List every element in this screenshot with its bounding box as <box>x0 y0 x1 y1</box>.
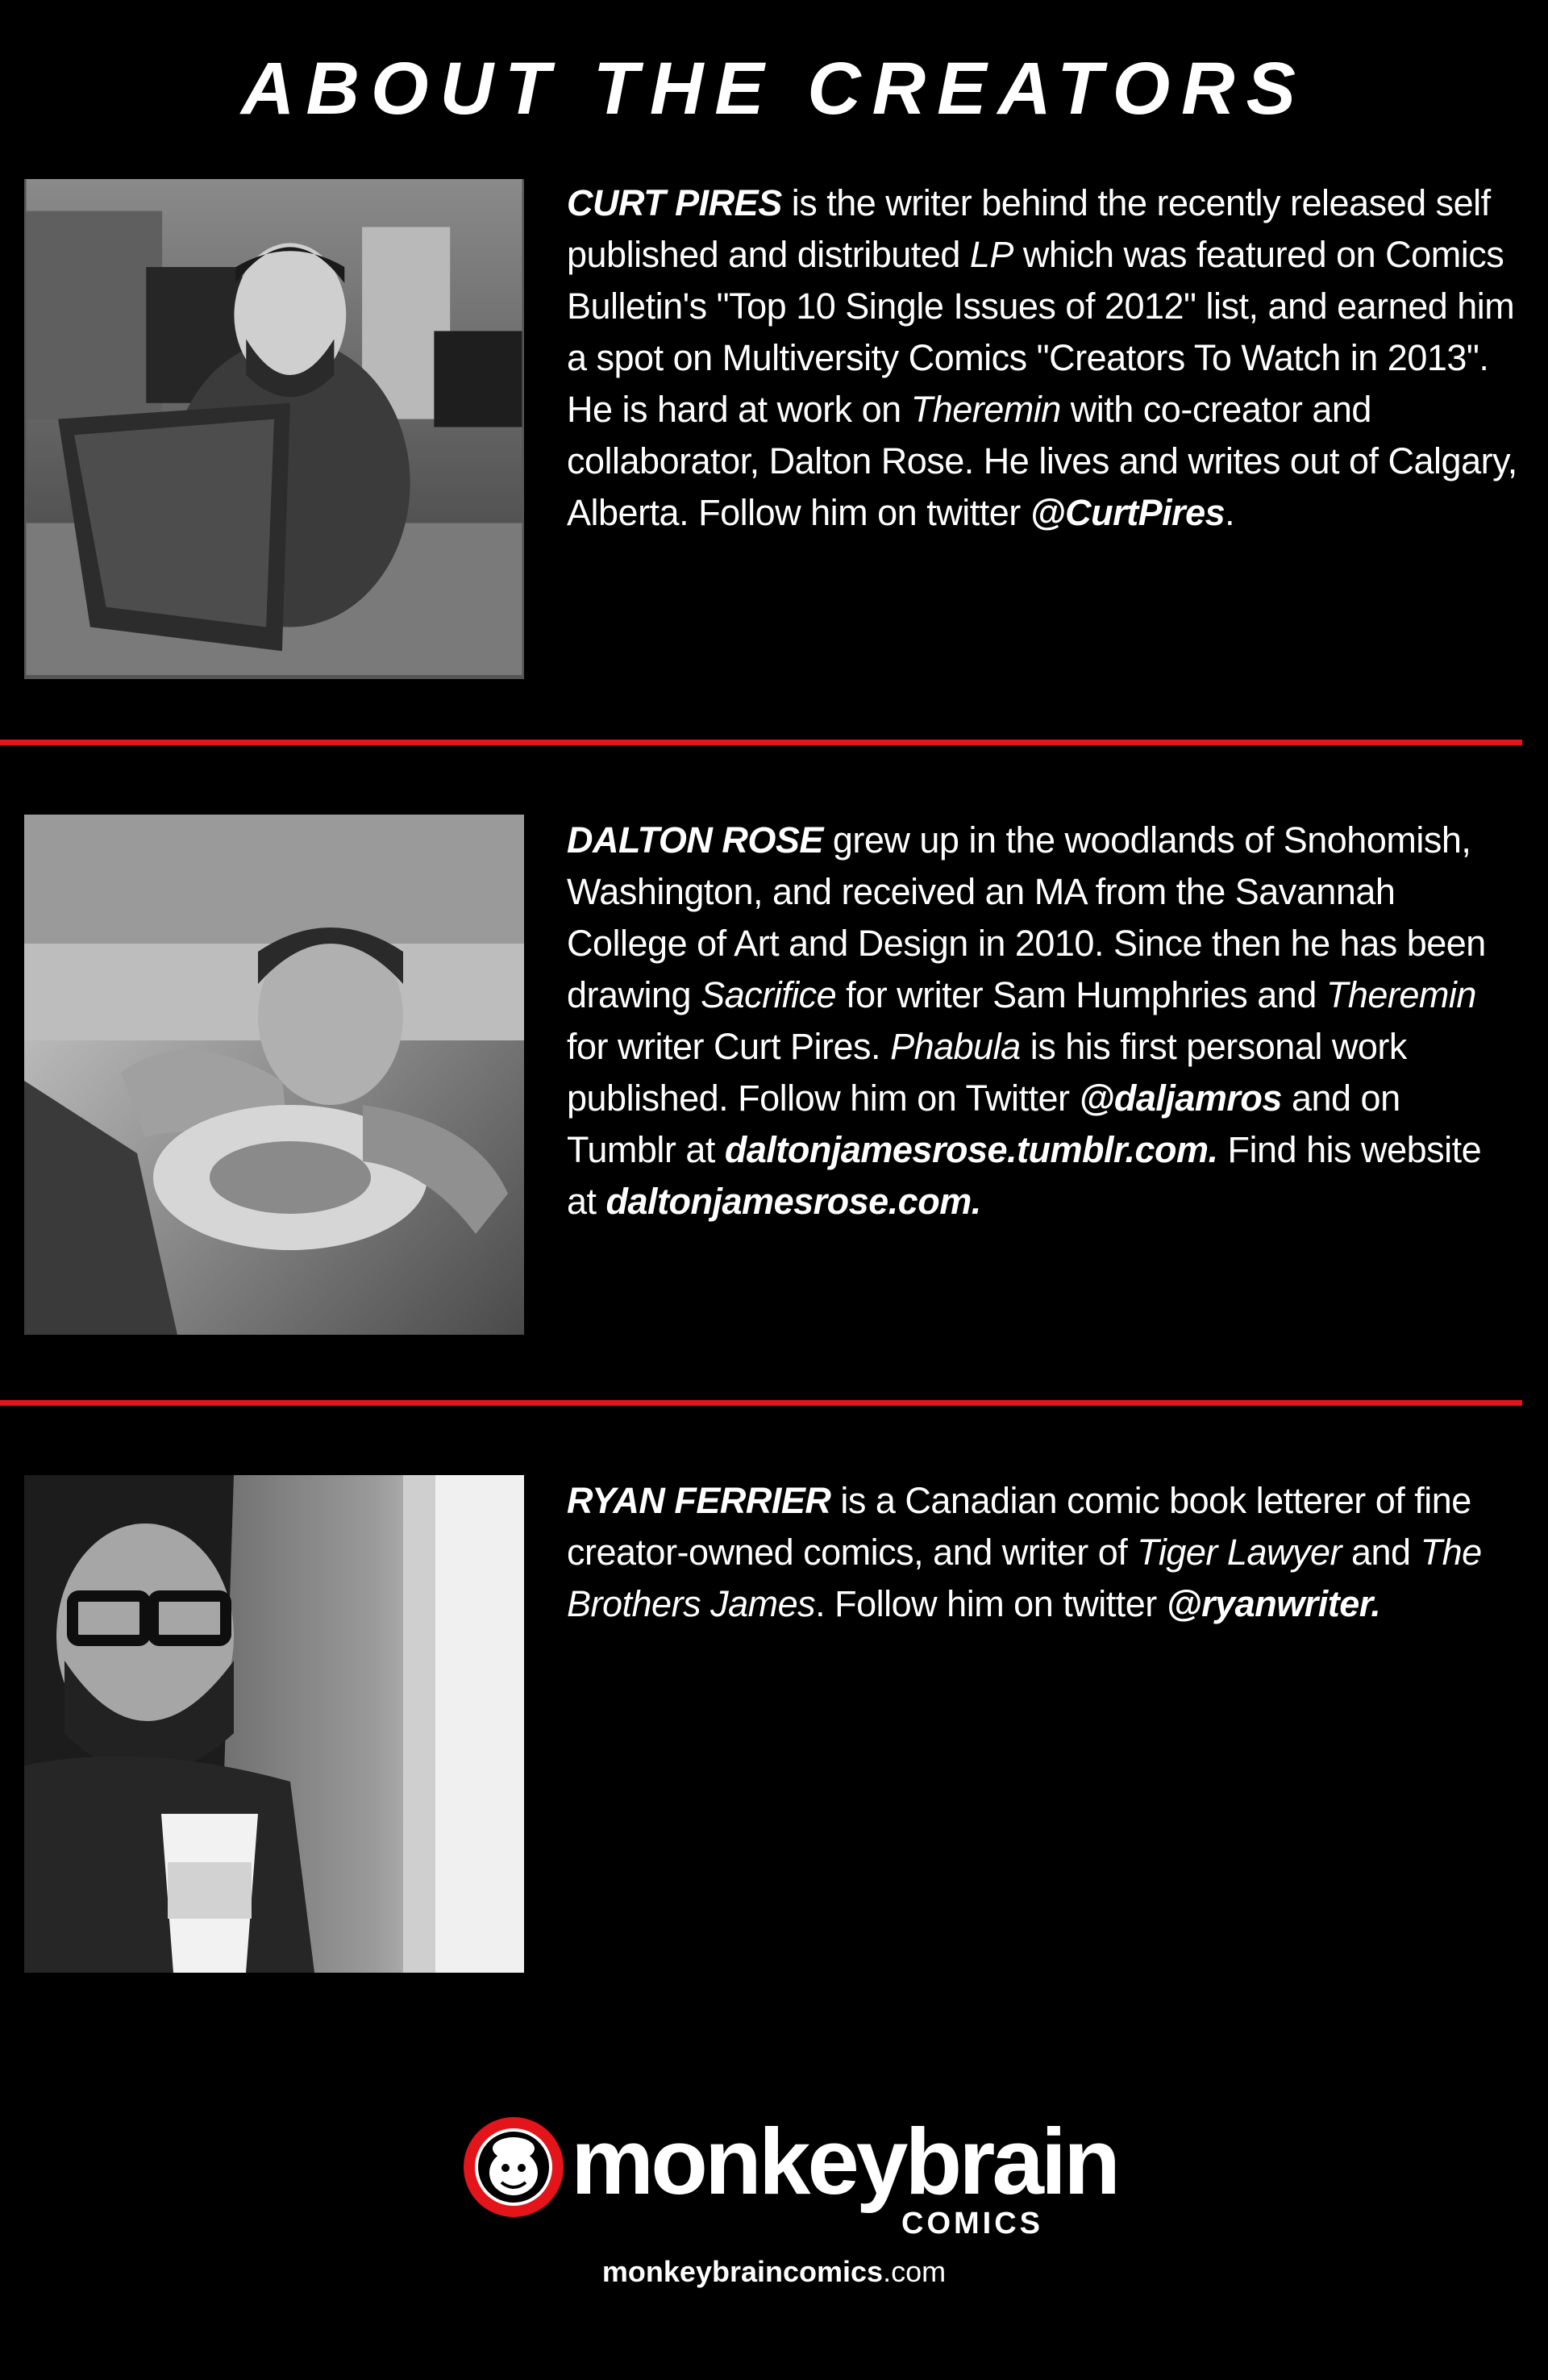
social-link[interactable]: @ryanwriter. <box>1166 1583 1381 1624</box>
monkey-head-icon <box>463 2116 564 2218</box>
bio-text: grew up in the woodlands of Snohomish, Washington, and received an MA from the Savannah College of Art and Design in 2010. Since then he has been drawing <box>567 819 1486 1015</box>
title-text: Sacrifice <box>701 974 837 1015</box>
bio-text: for writer Sam Humphries and <box>836 974 1326 1015</box>
title-text: Theremin <box>1325 974 1476 1015</box>
title-text: The Brothers James <box>567 1532 1482 1624</box>
bio-text: with co-creator and collaborator, Dalton Rose. He lives and writes out of Calgary, Alberta. Follow him on twitter <box>567 389 1517 533</box>
portrait-man-swimming-icon <box>24 815 524 1335</box>
creator-photo <box>24 1475 524 1973</box>
creator-name: RYAN FERRIER <box>567 1480 831 1521</box>
logo-row <box>463 2105 1117 2242</box>
section-divider <box>0 1400 1522 1406</box>
creator-bio-text <box>567 819 1486 1222</box>
bio-text: and <box>1341 1532 1421 1573</box>
bio-text: . Follow him on twitter <box>815 1583 1167 1624</box>
portrait-man-laptop-icon <box>24 179 524 675</box>
social-link[interactable]: daltonjamesrose.com. <box>605 1181 981 1222</box>
creator-bio-text <box>567 182 1517 533</box>
logo-wordmark: monkeybrain <box>571 2109 1117 2214</box>
title-text: LP <box>969 234 1013 275</box>
creator-name: CURT PIRES <box>567 182 782 223</box>
site-name: monkeybraincomics <box>601 2255 884 2288</box>
page-title: ABOUT THE CREATORS <box>241 48 1307 130</box>
bio-text: is a Canadian comic book letterer of fine creator-owned comics, and writer of <box>567 1480 1471 1573</box>
title-text: Theremin <box>910 389 1061 430</box>
social-link[interactable]: @daljamros <box>1079 1077 1282 1119</box>
bio-text: . <box>1225 492 1235 533</box>
bio-text: Find his website at <box>567 1129 1482 1222</box>
creator-bio <box>567 1475 1518 1630</box>
creator-photo <box>24 815 524 1335</box>
section-divider <box>0 740 1522 745</box>
publisher-website <box>0 2255 1548 2289</box>
bio-text: is his first personal work published. Follow him on Twitter <box>567 1026 1407 1119</box>
title-text: Phabula <box>890 1026 1021 1067</box>
creator-bio <box>567 815 1518 1228</box>
creator-photo <box>24 179 524 679</box>
portrait-man-glasses-cup-icon <box>24 1475 524 1973</box>
bio-text: and on Tumblr at <box>567 1077 1400 1170</box>
title-text: Tiger Lawyer <box>1137 1532 1342 1573</box>
social-link[interactable]: @CurtPires <box>1030 492 1226 533</box>
social-link[interactable]: daltonjamesrose.tumblr.com. <box>724 1129 1218 1170</box>
creator-bio <box>567 177 1518 539</box>
bio-text: is the writer behind the recently released self published and distributed <box>567 182 1491 275</box>
creator-name: DALTON ROSE <box>567 819 823 861</box>
bio-text: which was featured on Comics Bulletin's "Top 10 Single Issues of 2012" list, and earned him a spot on Multiversity Comics "Creators To Watch in 2013". He is hard at work on <box>567 234 1515 430</box>
logo-subtitle: COMICS <box>901 2207 1043 2240</box>
site-tld: .com <box>883 2255 947 2288</box>
bio-text: for writer Curt Pires. <box>567 1026 891 1067</box>
